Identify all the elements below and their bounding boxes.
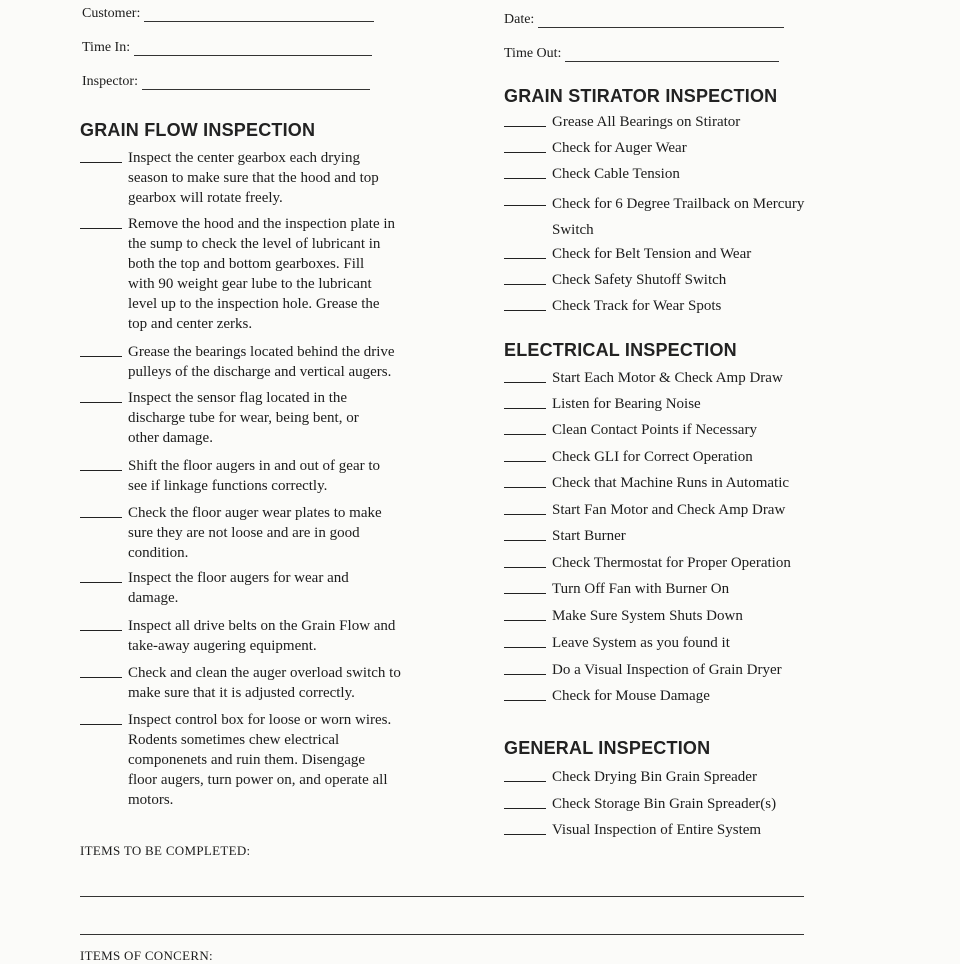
item-text: Inspect the center gearbox each drying season to make sure that the hood and top gearbox will rotate freely. [128,150,379,206]
checkbox-blank[interactable] [504,579,546,594]
time-out-line[interactable] [565,47,779,62]
item-text: Check Cable Tension [552,166,680,182]
electrical-item[interactable] [504,686,852,706]
time-in-field[interactable] [82,40,372,56]
electrical-item[interactable] [504,553,852,573]
electrical-item[interactable] [504,394,852,414]
date-field[interactable] [504,12,784,28]
checkbox-blank[interactable] [504,394,546,409]
electrical-item[interactable] [504,579,852,599]
stirator-item[interactable] [504,296,852,316]
inspector-label: Inspector: [82,74,138,89]
checkbox-blank[interactable] [504,191,546,206]
checkbox-blank[interactable] [504,270,546,285]
item-text: Leave System as you found it [552,635,730,651]
item-text: Inspect the floor augers for wear and damage. [128,570,349,606]
item-text: Turn Off Fan with Burner On [552,581,730,597]
checkbox-blank[interactable] [504,686,546,701]
checkbox-blank[interactable] [80,148,122,163]
customer-label: Customer: [82,6,141,21]
checkbox-blank[interactable] [80,342,122,357]
stirator-item[interactable] [504,191,852,243]
item-text: Shift the floor augers in and out of gear to see if linkage functions correctly. [128,458,381,494]
item-text: Inspect control box for loose or worn wires. Rodents sometimes chew electrical componenets and ruin them. Disengage floor augers, turn power on, and operate all motors. [128,712,392,808]
stirator-item[interactable] [504,164,852,184]
items-to-complete-line-1[interactable] [80,896,804,897]
item-text: Inspect all drive belts on the Grain Flow and take-away augering equipment. [128,618,396,654]
checkbox-blank[interactable] [80,388,122,403]
checkbox-blank[interactable] [80,503,122,518]
item-text: Start Fan Motor and Check Amp Draw [552,502,786,518]
item-text: Check GLI for Correct Operation [552,449,753,465]
time-out-label: Time Out: [504,46,562,61]
item-text: Do a Visual Inspection of Grain Dryer [552,662,782,678]
checkbox-blank[interactable] [80,663,122,678]
item-text: Visual Inspection of Entire System [552,822,762,838]
item-text: Check for Mouse Damage [552,688,710,704]
item-text: Listen for Bearing Noise [552,396,701,412]
time-out-field[interactable] [504,46,779,62]
checkbox-blank[interactable] [504,368,546,383]
checkbox-blank[interactable] [504,767,546,782]
item-text: Check the floor auger wear plates to make sure they are not loose and are in good condition. [128,505,382,561]
customer-field[interactable] [82,6,374,22]
item-text: Check Track for Wear Spots [552,298,722,314]
electrical-item[interactable] [504,368,852,388]
item-text: Clean Contact Points if Necessary [552,422,757,438]
item-text: Grease the bearings located behind the drive pulleys of the discharge and vertical augers. [128,344,395,380]
item-text: Inspect the sensor flag located in the discharge tube for wear, being bent, or other damage. [128,390,359,446]
general-title: GENERAL INSPECTION [504,738,711,758]
general-item[interactable] [504,794,852,814]
item-text: Check for 6 Degree Trailback on Mercury Switch [552,196,805,238]
checkbox-blank[interactable] [504,660,546,675]
checkbox-blank[interactable] [80,710,122,725]
checkbox-blank[interactable] [504,633,546,648]
item-text: Check Safety Shutoff Switch [552,272,727,288]
electrical-item[interactable] [504,526,852,546]
grain-flow-item[interactable] [80,388,448,448]
checkbox-blank[interactable] [504,296,546,311]
items-to-complete-label: ITEMS TO BE COMPLETED: [80,843,251,858]
item-text: Start Each Motor & Check Amp Draw [552,370,783,386]
date-line[interactable] [538,13,784,28]
electrical-item[interactable] [504,473,852,493]
time-in-label: Time In: [82,40,131,55]
item-text: Remove the hood and the inspection plate in the sump to check the level of lubricant in both the top and bottom gearboxes. Fill with 90 weight gear lube to the lubricant level up to the inspection hole. Grease the top and center zerks. [128,216,396,332]
grain-flow-item[interactable] [80,616,448,656]
electrical-title: ELECTRICAL INSPECTION [504,340,737,360]
general-item[interactable] [504,767,852,787]
item-text: Check for Belt Tension and Wear [552,246,752,262]
inspector-line[interactable] [142,75,370,90]
items-of-concern-label: ITEMS OF CONCERN: [80,948,213,963]
grain-flow-item[interactable] [80,503,448,563]
items-to-complete-line-2[interactable] [80,934,804,935]
checkbox-blank[interactable] [504,473,546,488]
checkbox-blank[interactable] [504,244,546,259]
checkbox-blank[interactable] [504,820,546,835]
item-text: Start Burner [552,528,626,544]
checkbox-blank[interactable] [504,447,546,462]
electrical-item[interactable] [504,606,852,626]
checkbox-blank[interactable] [504,794,546,809]
grain-flow-item[interactable] [80,663,448,703]
electrical-item[interactable] [504,633,852,653]
stirator-item[interactable] [504,244,852,264]
checkbox-blank[interactable] [504,138,546,153]
grain-flow-title: GRAIN FLOW INSPECTION [80,120,316,140]
checkbox-blank[interactable] [504,112,546,127]
grain-flow-item[interactable] [80,710,448,810]
inspector-field[interactable] [82,74,370,90]
customer-line[interactable] [144,7,374,22]
item-text: Check and clean the auger overload switch to make sure that it is adjusted correctly. [128,665,401,701]
stirator-item[interactable] [504,138,852,158]
stirator-item[interactable] [504,270,852,290]
electrical-item[interactable] [504,420,852,440]
grain-flow-item[interactable] [80,148,448,208]
stirator-title: GRAIN STIRATOR INSPECTION [504,86,778,106]
item-text: Check Storage Bin Grain Spreader(s) [552,796,777,812]
item-text: Check Drying Bin Grain Spreader [552,769,757,785]
item-text: Check that Machine Runs in Automatic [552,475,790,491]
checkbox-blank[interactable] [504,526,546,541]
item-text: Check for Auger Wear [552,140,687,156]
checkbox-blank[interactable] [504,164,546,179]
item-text: Make Sure System Shuts Down [552,608,743,624]
general-item[interactable] [504,820,852,840]
checkbox-blank[interactable] [504,420,546,435]
grain-flow-item[interactable] [80,568,448,608]
checkbox-blank[interactable] [80,456,122,471]
grain-flow-item[interactable] [80,456,448,496]
item-text: Grease All Bearings on Stirator [552,114,741,130]
stirator-item[interactable] [504,112,852,132]
date-label: Date: [504,12,535,27]
electrical-item[interactable] [504,660,852,680]
item-text: Check Thermostat for Proper Operation [552,555,791,571]
checkbox-blank[interactable] [504,500,546,515]
electrical-item[interactable] [504,500,852,520]
grain-flow-item[interactable] [80,214,448,334]
checkbox-blank[interactable] [504,606,546,621]
checkbox-blank[interactable] [504,553,546,568]
electrical-item[interactable] [504,447,852,467]
checkbox-blank[interactable] [80,616,122,631]
checkbox-blank[interactable] [80,214,122,229]
time-in-line[interactable] [134,41,372,56]
grain-flow-item[interactable] [80,342,448,382]
checkbox-blank[interactable] [80,568,122,583]
